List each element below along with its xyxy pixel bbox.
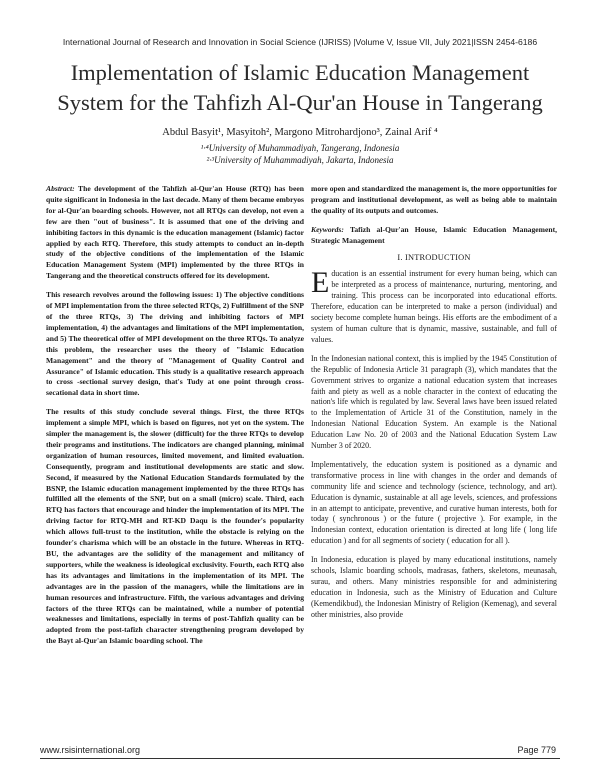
journal-header: International Journal of Research and Innovation in Social Science (IJRISS) |Volume V, Issue VII, July 2021|ISSN 2454-6186: [62, 37, 538, 47]
intro-text-1: ducation is an essential instrument for every human being, which can be interpreted as a process of maintenance, nurturing, mentoring, and training. This process can be incorporated into educational efforts. Therefore, education can be interpreted to make a person (individual) and society become complete human beings. His efforts are the embodiment of a system of human culture that is dynamic, massive, sustainable, and full of values.: [311, 269, 557, 344]
abstract-label: Abstract:: [46, 184, 75, 193]
intro-paragraph-4: In Indonesia, education is played by many educational institutions, namely schools, Islamic boarding schools, madrasas, fathers, skeletons, meunasah, surau, and others. Many ministries responsible for and administering education in Indonesia, such as the Ministry of Education and Culture (Kemendikbud), the Indonesian Ministry of Religion (Kemenag), and several other ministries, also provide: [311, 555, 557, 619]
intro-paragraph-3: Implementatively, the education system is positioned as a dynamic and transformative process in line with changes in the order and demands of community life and science and technology (science, technology, and art). Education is dynamic, sustainable at all age levels, sciences, and professions in an attempt to anticipate, preventive, and curative human interests, both for today ( synchronous ) or the future ( projective ). For example, in the Indonesian context, education orientation is directed at long life ( long life education ) and for all segments of society ( education for all ).: [311, 459, 557, 546]
intro-body: [311, 266, 557, 620]
abstract-paragraph-1: [46, 184, 304, 282]
keywords-text: Tafizh al-Qur'an House, Islamic Education Management, Strategic Management: [311, 224, 557, 245]
keywords: [311, 225, 557, 247]
right-column: [311, 184, 557, 629]
section-title: I. INTRODUCTION: [397, 252, 471, 262]
footer-website[interactable]: www.rsisinternational.org: [40, 745, 141, 755]
left-column: [46, 184, 304, 655]
affiliation-2: ²·³University of Muhammadiyah, Jakarta, Indonesia: [206, 155, 394, 165]
abstract-continued: more open and standardized the management is, the more opportunities for program and institutional development, as well as being able to maintain the quality of its outputs and outcomes.: [311, 184, 557, 215]
footer-page-number: Page 779: [517, 745, 556, 755]
abstract-text-1: The development of the Tahfizh al-Qur'an House (RTQ) has been quite significant in Indonesia in the last decade. Many of them became embryos for al-Qur'an boarding schools. However, not all RTQs can develop, not even a few are then "out of business". It is assumed that one of the driving and inhibiting factors in this dynamic is the education management (Islamic) factor applied by each RTQ. Therefore, this study attempts to conduct an in-depth study of the objective conditions of the implementation of the Islamic Education Management System (MPI) implemented by the three RTQs in Tangerang and the theoretical constructs offered for its development.: [46, 184, 304, 281]
drop-cap: E: [311, 266, 330, 300]
intro-paragraph-1: [311, 266, 557, 345]
abstract-paragraph-3: The results of this study conclude several things. First, the three RTQs implement a simple MPI, which is based on figures, not yet on the system. The simpler the management is, the slower (difficult) for the three RTQs to develop their programs and institutions. The indicators are changed planning, minimal organization of human resources, limited movement, and limited evaluation. Consequently, program and institutional developments are static and slow. Second, if measured by the National Education Standards formulated by the BSNP, the Islamic education management implemented by the three RTQs has fulfilled all the elements of the SNP, but on a small (micro) scale. Third, each RTQ has factors that encourage and hinder the implementation of its MPI. The driving factor for RTQ-MH and RT-KD Daqu is the founder's popularity which allows full-trust to the institution, while the obstacle is relying on the founder's charisma which will be an obstacle in the future. Whereas in RTQ-BU, the advantages are the solidity of the management and militancy of supporters, while the weakness is ideological exclusivity. Fourth, each RTQ also has its advantages and limitations in the implementation of its MPI. The advantages are in the passion of the managers, while the limitations are in human resources and infrastructure. Fifth, the various advantages and driving factors of the three RTQs can be maintained, while a number of potential weaknesses and limitations, especially in terms of post-Tahfizh quality can be adopted from the post-tafizh character strengthening program developed by the Bayt al-Qur'an Islamic boarding school. The: [46, 407, 304, 646]
keywords-label: Keywords:: [311, 224, 344, 234]
paper-title: Implementation of Islamic Education Management System for the Tahfizh Al-Qur'an House in Tangerang: [57, 60, 543, 115]
authors: Abdul Basyit¹, Masyitoh², Margono Mitrohardjono³, Zainal Arif ⁴: [162, 127, 438, 138]
abstract-paragraph-2: This research revolves around the following issues: 1) The objective conditions of MPI implementation from the three selected RTQs, 2) Fulfillment of the SNP of the three RTQs, 3) The driving and inhibiting factors of MPI implementation, 4) the advantages and limitations of the MPI implementation, and 5) The theoretical offer of MPI development on the three RTQs. To analyze this problem, the researcher uses the theory of "Islamic Education Management" and the theory of "Management of Quality Control and Assurance" of Islamic education. This study is a qualitative research approach to cross -sectional survey design, that's Tudy at one point through cross-secational data in short time.: [46, 290, 304, 398]
intro-paragraph-2: In the Indonesian national context, this is implied by the 1945 Constitution of the Republic of Indonesia Article 31 paragraph (3), which mandates that the Government strives to organize a national education system that increases faith and piety as well as a noble character in the context of educating the nation's life which is regulated by law. Several laws have been issued related to the Implementation of Article 31 of the Constitution, namely in the Indonesian National Education System. An example is the National Education Law No. 20 of 2003 and the National Education System Law Number 3 of 2020.: [311, 353, 557, 451]
footer-divider: [40, 758, 560, 759]
affiliation-1: ¹·⁴University of Muhammadiyah, Tangerang, Indonesia: [200, 143, 400, 153]
